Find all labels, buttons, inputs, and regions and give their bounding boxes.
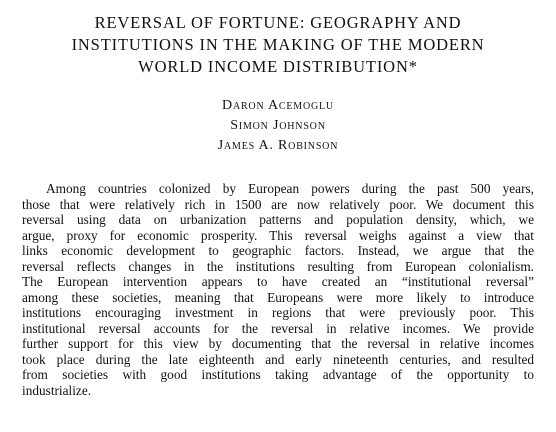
abstract-line: institutional reversal accounts for the reversal in relative incomes. We provide (22, 320, 534, 336)
author-name: Simon Johnson (230, 118, 326, 133)
abstract (22, 181, 534, 398)
abstract-line: argue, proxy for economic prosperity. This reversal weighs against a view that (22, 227, 534, 243)
title-line-2: INSTITUTIONS IN THE MAKING OF THE MODERN (71, 35, 485, 54)
author-name: James A. Robinson (217, 138, 339, 153)
abstract-line: took place during the late eighteenth and early nineteenth centuries, and resulted (22, 351, 534, 367)
abstract-line: links economic development to geographic factors. Instead, we argue that the (22, 243, 534, 258)
abstract-line: The European intervention appears to have created an “institutional reversal” (22, 274, 534, 289)
abstract-line: industrialize. (22, 382, 92, 398)
paper-title (0, 12, 556, 78)
abstract-line: those that were relatively rich in 1500 are now relatively poor. We document this (22, 196, 534, 212)
title-line-1: REVERSAL OF FORTUNE: GEOGRAPHY AND (94, 13, 462, 32)
title-line-3: WORLD INCOME DISTRIBUTION* (138, 57, 418, 76)
abstract-line: institutions encouraging investment in regions that were previously poor. This (22, 305, 534, 320)
abstract-line: Among countries colonized by European powers during the past 500 years, (46, 181, 534, 196)
abstract-line: from societies with good institutions taking advantage of the opportunity to (22, 367, 534, 382)
abstract-line: among these societies, meaning that Europeans were more likely to introduce (22, 289, 534, 305)
author-name: Daron Acemoglu (222, 98, 334, 113)
abstract-line: reversal using data on urbanization patterns and population density, which, we (22, 212, 534, 227)
abstract-line: further support for this view by documenting that the reversal in relative incomes (22, 336, 534, 351)
author-list (0, 96, 556, 156)
abstract-line: reversal reflects changes in the institutions resulting from European colonialism. (22, 258, 534, 274)
